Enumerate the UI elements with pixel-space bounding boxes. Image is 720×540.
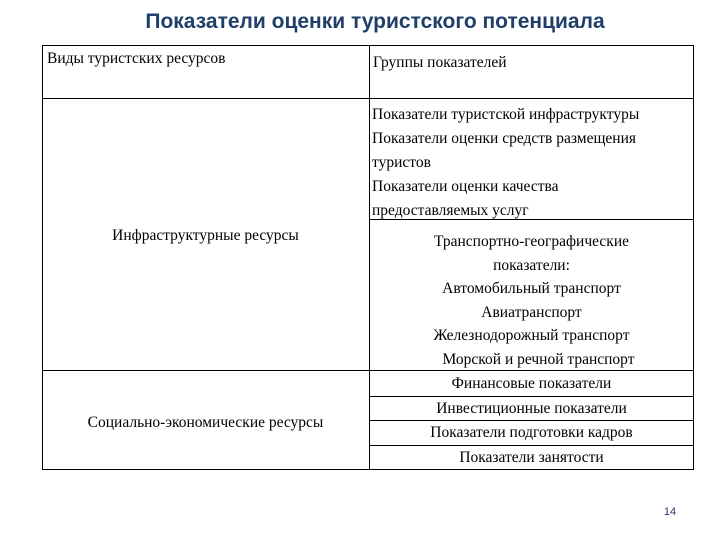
list-item: Транспортно-географические	[433, 233, 629, 250]
list-item: Морской и речной транспорт	[442, 350, 635, 368]
list-item: Автомобильный транспорт	[442, 280, 621, 298]
header-indicator-groups: Группы показателей	[373, 54, 507, 71]
transport-indicators-group	[369, 230, 694, 372]
list-item: Показатели оценки средств размещения	[372, 130, 636, 147]
socio-economic-resources: Социально-экономические ресурсы	[87, 414, 324, 431]
infrastructure-resources: Инфраструктурные ресурсы	[112, 227, 299, 244]
page-title: Показатели оценки туристского потенциала	[145, 10, 605, 33]
list-item: туристов	[372, 154, 431, 171]
list-item: Авиатранспорт	[481, 303, 582, 321]
list-item: показатели:	[493, 256, 570, 274]
list-item: Показатели туристской инфраструктуры	[372, 106, 640, 123]
staff-training-indicators: Показатели подготовки кадров	[430, 424, 633, 441]
list-item: Железнодорожный транспорт	[433, 327, 630, 345]
header-resource-types: Виды туристских ресурсов	[47, 50, 226, 67]
page-number: 14	[663, 506, 677, 518]
infrastructure-indicators-group	[372, 103, 692, 223]
employment-indicators: Показатели занятости	[459, 449, 604, 466]
list-item: предоставляемых услуг	[372, 202, 529, 219]
financial-indicators: Финансовые показатели	[451, 375, 612, 392]
header-row-divider	[42, 98, 694, 99]
investment-indicators: Инвестиционные показатели	[436, 400, 627, 417]
list-item: Показатели оценки качества	[372, 178, 559, 195]
